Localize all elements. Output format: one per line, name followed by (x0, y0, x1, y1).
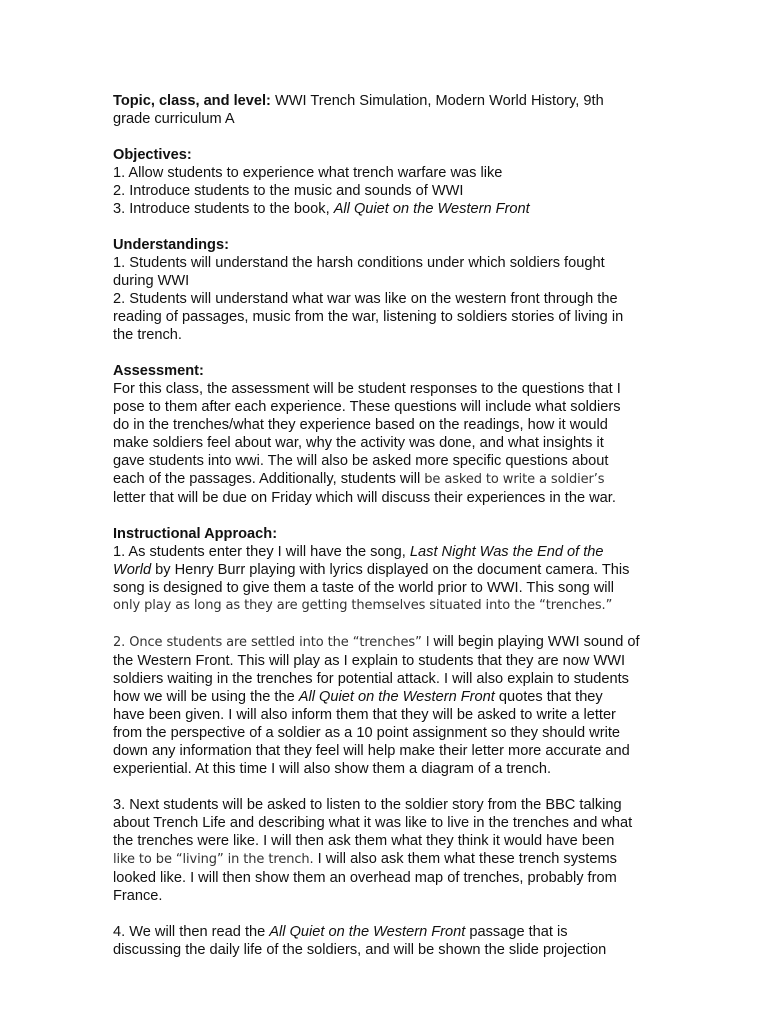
approach-line: soldiers waiting in the trenches for potential attack. I will also explain to students (113, 671, 629, 687)
topic-line-2: grade curriculum A (113, 111, 235, 127)
objective-item-3 (113, 200, 643, 218)
approach-step-2 (113, 633, 643, 778)
assessment-line: letter that will be due on Friday which will discuss their experiences in the war. (113, 490, 616, 506)
approach-line: the Western Front. This will play as I explain to students that they are now WWI (113, 653, 626, 669)
approach-text: how we will be using the the (113, 689, 299, 705)
approach-text: by Henry Burr playing with lyrics displayed on the document camera. This (151, 562, 630, 578)
approach-text: 1. As students enter they I will have the song, (113, 544, 410, 560)
approach-line: looked like. I will then show them an overhead map of trenches, probably from (113, 870, 617, 886)
approach-line: France. (113, 888, 163, 904)
book-title: All Quiet on the Western Front (269, 924, 466, 940)
assessment-line (113, 470, 643, 489)
approach-line (113, 633, 643, 652)
assessment-line: For this class, the assessment will be student responses to the questions that I (113, 381, 621, 397)
understandings-line: reading of passages, music from the war, listening to soldiers stories of living in (113, 309, 624, 325)
assessment-line: pose to them after each experience. These questions will include what soldiers (113, 399, 621, 415)
approach-line (113, 850, 643, 869)
assessment-section (113, 362, 643, 507)
approach-line: from the perspective of a soldier as a 10 point assignment so they should write (113, 725, 620, 741)
approach-line: experiential. At this time I will also show them a diagram of a trench. (113, 761, 552, 777)
assessment-line: gave students into wwi. The will also be asked more specific questions about (113, 453, 609, 469)
approach-line (113, 688, 643, 706)
topic-text: WWI Trench Simulation, Modern World History, 9th (274, 93, 604, 109)
approach-line: the trenches were like. I will then ask them what they think it would have been (113, 833, 615, 849)
book-title: All Quiet on the Western Front (298, 689, 495, 705)
approach-step-1 (113, 525, 643, 615)
approach-text-soft: 2. Once students are settled into the “trenches” I (113, 635, 434, 650)
song-title-end: World (113, 562, 152, 578)
objectives-section (113, 146, 643, 218)
approach-text: quotes that they (494, 689, 603, 705)
objective-item-1: 1. Allow students to experience what trench warfare was like (113, 165, 503, 181)
approach-step-3 (113, 796, 643, 905)
approach-line: have been given. I will also inform them that they will be asked to write a letter (113, 707, 616, 723)
approach-line: 3. Next students will be asked to listen to the soldier story from the BBC talking (113, 797, 622, 813)
understandings-line: 2. Students will understand what war was like on the western front through the (113, 291, 618, 307)
assessment-heading: Assessment: (113, 363, 204, 379)
approach-text: 4. We will then read the (113, 924, 270, 940)
topic-section (113, 92, 643, 128)
approach-text-soft: like to be “living” in the trench. (113, 852, 314, 867)
topic-line-1 (113, 92, 643, 110)
approach-line: about Trench Life and describing what it was like to live in the trenches and what (113, 815, 633, 831)
approach-line: only play as long as they are getting themselves situated into the “trenches.” (113, 598, 613, 613)
approach-step-4 (113, 923, 643, 959)
approach-text: I will also ask them what these trench systems (313, 851, 617, 867)
understandings-section (113, 236, 643, 344)
objective-item-3-text: 3. Introduce students to the book, (113, 201, 334, 217)
approach-heading: Instructional Approach: (113, 526, 278, 542)
understandings-line: during WWI (113, 273, 190, 289)
objectives-heading: Objectives: (113, 147, 192, 163)
approach-text: passage that is (465, 924, 568, 940)
song-title: Last Night Was the End of the (409, 544, 604, 560)
topic-label: Topic, class, and level: (113, 93, 271, 109)
assessment-line: make soldiers feel about war, why the activity was done, and what insights it (113, 435, 604, 451)
assessment-line-6-b: be asked to write a soldier’s (424, 472, 605, 487)
approach-line (113, 561, 643, 579)
book-title: All Quiet on the Western Front (333, 201, 530, 217)
approach-line: discussing the daily life of the soldiers, and will be shown the slide projection (113, 942, 607, 958)
objective-item-2: 2. Introduce students to the music and sounds of WWI (113, 183, 464, 199)
assessment-line-6-a: each of the passages. Additionally, students will (113, 471, 425, 487)
approach-text: will begin playing WWI sound of (433, 634, 640, 650)
understandings-line: the trench. (113, 327, 182, 343)
approach-line: down any information that they feel will help make their letter more accurate and (113, 743, 630, 759)
approach-line (113, 543, 643, 561)
understandings-line: 1. Students will understand the harsh conditions under which soldiers fought (113, 255, 605, 271)
approach-line: song is designed to give them a taste of the world prior to WWI. This song will (113, 580, 615, 596)
assessment-line: do in the trenches/what they experience based on the readings, how it would (113, 417, 608, 433)
document-page (113, 92, 643, 977)
approach-line (113, 923, 643, 941)
understandings-heading: Understandings: (113, 237, 229, 253)
